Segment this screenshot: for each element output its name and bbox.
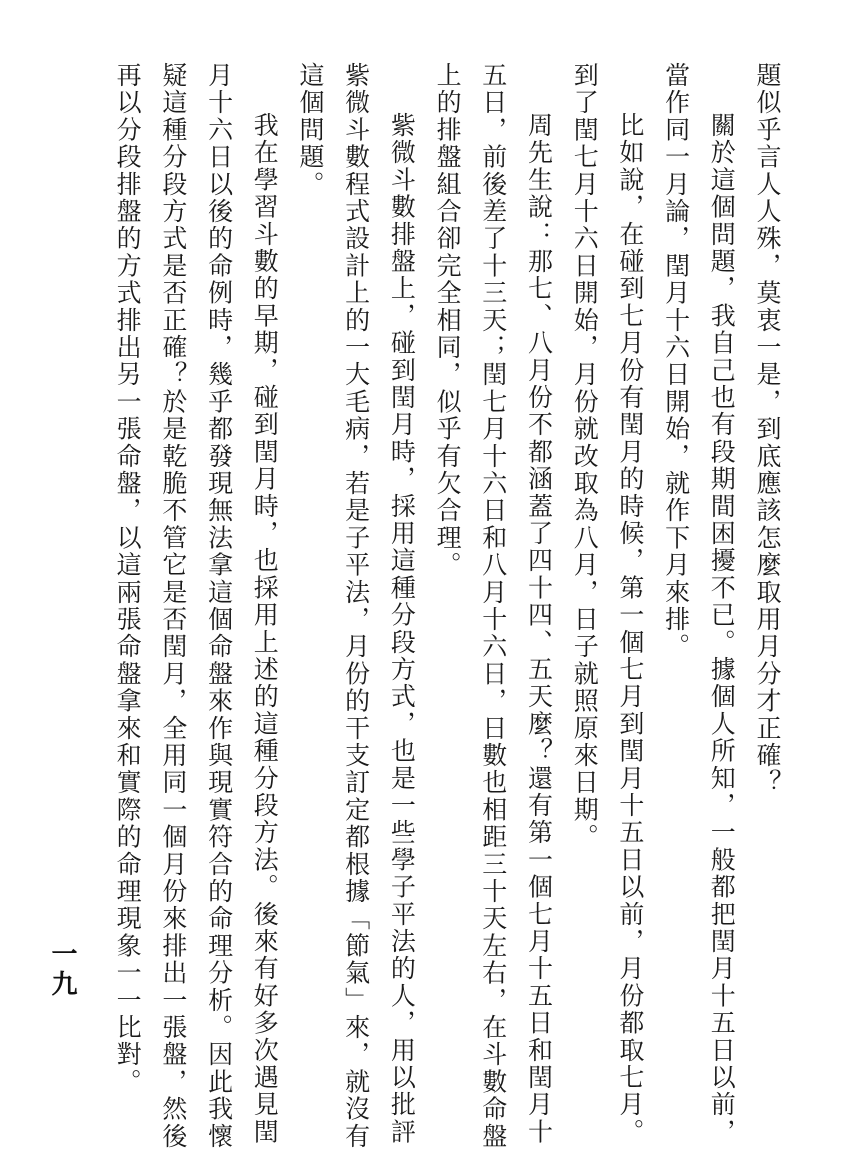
- text-column: 疑這種分段方式是否正確？於是乾脆不管它是否閏月，全用同一個月份來排出一張盤，然後: [158, 62, 188, 1150]
- text-column: 比如說，在碰到七月份有閏月的時候，第一個七月到閏月十五日以前，月份都取七月。: [615, 112, 645, 1146]
- text-column: 關於這個問題，我自己也有段期間困擾不已。據個人所知，一般都把閏月十五日以前，: [707, 112, 737, 1146]
- text-column: 再以分段排盤的方式排出另一張命盤，以這兩張命盤拿來和實際的命理現象一一比對。: [113, 62, 143, 1096]
- text-column: 紫微斗數程式設計上的一大毛病，若是子平法，月份的干支訂定都根據「節氣」來，就沒有: [341, 62, 371, 1150]
- text-column: 這個問題。: [295, 62, 325, 198]
- text-column: 題似乎言人人殊，莫衷一是，到底應該怎麼取用月分才正確？: [753, 62, 782, 797]
- text-column: 月十六日以後的命例時，幾乎都發現無法拿這個命盤來作與現實符合的命理分析。因此我懷: [204, 62, 234, 1150]
- page-number: 一九: [47, 940, 77, 1000]
- text-column: 我在學習斗數的早期，碰到閏月時，也採用上述的這種分段方法。後來有好多次遇見閏: [250, 112, 280, 1146]
- text-column: 周先生說：那七、八月份不都涵蓋了四十四、五天麼？還有第一個七月十五日和閏月十: [524, 112, 554, 1146]
- vertical-text-block: [104, 62, 790, 1150]
- text-column: 當作同一月論，閏月十六日開始，就作下月來排。: [661, 62, 691, 661]
- text-column: 上的排盤組合卻完全相同，似乎有欠合理。: [433, 62, 463, 579]
- text-column: 五日，前後差了十三天；閏七月十六日和八月十六日，日數也相距三十天左右，在斗數命盤: [478, 62, 508, 1150]
- text-column: 紫微斗數排盤上，碰到閏月時，採用這種分段方式，也是一些學子平法的人，用以批評: [387, 112, 417, 1146]
- text-column: 到了閏七月十六日開始，月份就改取為八月，日子就照原來日期。: [570, 62, 600, 851]
